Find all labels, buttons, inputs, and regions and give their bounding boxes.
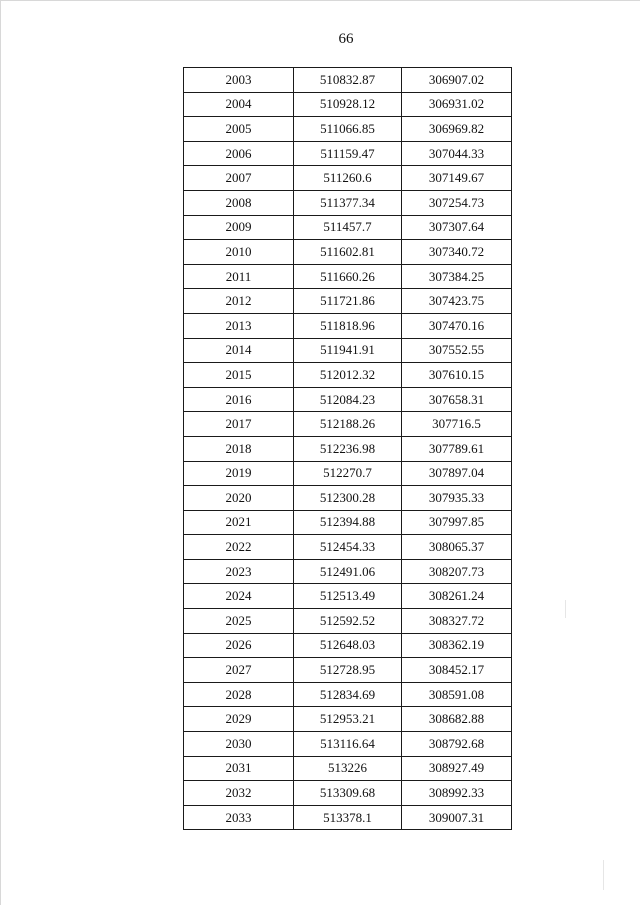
y-coordinate-cell: 308452.17 xyxy=(402,658,512,683)
year-cell: 2019 xyxy=(184,461,294,486)
x-coordinate-cell: 511457.7 xyxy=(294,215,402,240)
y-coordinate-cell: 308992.33 xyxy=(402,781,512,806)
y-coordinate-cell: 308261.24 xyxy=(402,584,512,609)
coordinates-table xyxy=(183,67,512,830)
y-coordinate-cell: 308207.73 xyxy=(402,559,512,584)
x-coordinate-cell: 511159.47 xyxy=(294,141,402,166)
table-row xyxy=(184,215,512,240)
scan-mark xyxy=(603,860,604,890)
x-coordinate-cell: 512454.33 xyxy=(294,535,402,560)
table-row xyxy=(184,68,512,93)
table-row xyxy=(184,289,512,314)
table-row xyxy=(184,633,512,658)
x-coordinate-cell: 513378.1 xyxy=(294,805,402,830)
table-row xyxy=(184,190,512,215)
x-coordinate-cell: 512648.03 xyxy=(294,633,402,658)
y-coordinate-cell: 307552.55 xyxy=(402,338,512,363)
table-row xyxy=(184,732,512,757)
table-row xyxy=(184,584,512,609)
y-coordinate-cell: 308065.37 xyxy=(402,535,512,560)
table-row xyxy=(184,338,512,363)
year-cell: 2015 xyxy=(184,363,294,388)
x-coordinate-cell: 512953.21 xyxy=(294,707,402,732)
year-cell: 2023 xyxy=(184,559,294,584)
x-coordinate-cell: 512270.7 xyxy=(294,461,402,486)
y-coordinate-cell: 307149.67 xyxy=(402,166,512,191)
x-coordinate-cell: 511602.81 xyxy=(294,240,402,265)
year-cell: 2032 xyxy=(184,781,294,806)
x-coordinate-cell: 511260.6 xyxy=(294,166,402,191)
x-coordinate-cell: 511066.85 xyxy=(294,117,402,142)
x-coordinate-cell: 511721.86 xyxy=(294,289,402,314)
x-coordinate-cell: 512592.52 xyxy=(294,609,402,634)
x-coordinate-cell: 511818.96 xyxy=(294,313,402,338)
year-cell: 2026 xyxy=(184,633,294,658)
year-cell: 2011 xyxy=(184,264,294,289)
y-coordinate-cell: 308362.19 xyxy=(402,633,512,658)
x-coordinate-cell: 511377.34 xyxy=(294,190,402,215)
scan-mark xyxy=(565,600,566,618)
x-coordinate-cell: 510832.87 xyxy=(294,68,402,93)
table-row xyxy=(184,387,512,412)
table-row xyxy=(184,264,512,289)
year-cell: 2017 xyxy=(184,412,294,437)
year-cell: 2014 xyxy=(184,338,294,363)
year-cell: 2013 xyxy=(184,313,294,338)
year-cell: 2005 xyxy=(184,117,294,142)
x-coordinate-cell: 511660.26 xyxy=(294,264,402,289)
y-coordinate-cell: 306969.82 xyxy=(402,117,512,142)
x-coordinate-cell: 512834.69 xyxy=(294,682,402,707)
table-row xyxy=(184,240,512,265)
year-cell: 2012 xyxy=(184,289,294,314)
year-cell: 2004 xyxy=(184,92,294,117)
table-row xyxy=(184,412,512,437)
x-coordinate-cell: 512188.26 xyxy=(294,412,402,437)
table-row xyxy=(184,658,512,683)
year-cell: 2028 xyxy=(184,682,294,707)
x-coordinate-cell: 513116.64 xyxy=(294,732,402,757)
y-coordinate-cell: 306907.02 xyxy=(402,68,512,93)
table-row xyxy=(184,461,512,486)
table-row xyxy=(184,141,512,166)
y-coordinate-cell: 307470.16 xyxy=(402,313,512,338)
table-row xyxy=(184,559,512,584)
table-row xyxy=(184,486,512,511)
table-row xyxy=(184,535,512,560)
table-row xyxy=(184,436,512,461)
y-coordinate-cell: 307789.61 xyxy=(402,436,512,461)
x-coordinate-cell: 512513.49 xyxy=(294,584,402,609)
x-coordinate-cell: 513226 xyxy=(294,756,402,781)
table-row xyxy=(184,117,512,142)
table-row xyxy=(184,363,512,388)
year-cell: 2010 xyxy=(184,240,294,265)
x-coordinate-cell: 512236.98 xyxy=(294,436,402,461)
table-row xyxy=(184,682,512,707)
year-cell: 2009 xyxy=(184,215,294,240)
table-row xyxy=(184,510,512,535)
y-coordinate-cell: 307254.73 xyxy=(402,190,512,215)
y-coordinate-cell: 307340.72 xyxy=(402,240,512,265)
y-coordinate-cell: 308591.08 xyxy=(402,682,512,707)
x-coordinate-cell: 510928.12 xyxy=(294,92,402,117)
table-row xyxy=(184,805,512,830)
table-row xyxy=(184,92,512,117)
table-row xyxy=(184,313,512,338)
y-coordinate-cell: 307716.5 xyxy=(402,412,512,437)
y-coordinate-cell: 307423.75 xyxy=(402,289,512,314)
y-coordinate-cell: 306931.02 xyxy=(402,92,512,117)
x-coordinate-cell: 512300.28 xyxy=(294,486,402,511)
table-row xyxy=(184,756,512,781)
year-cell: 2016 xyxy=(184,387,294,412)
x-coordinate-cell: 512728.95 xyxy=(294,658,402,683)
year-cell: 2031 xyxy=(184,756,294,781)
year-cell: 2025 xyxy=(184,609,294,634)
year-cell: 2008 xyxy=(184,190,294,215)
table-row xyxy=(184,707,512,732)
year-cell: 2003 xyxy=(184,68,294,93)
year-cell: 2006 xyxy=(184,141,294,166)
y-coordinate-cell: 307897.04 xyxy=(402,461,512,486)
y-coordinate-cell: 308327.72 xyxy=(402,609,512,634)
year-cell: 2030 xyxy=(184,732,294,757)
table-row xyxy=(184,609,512,634)
y-coordinate-cell: 307935.33 xyxy=(402,486,512,511)
year-cell: 2021 xyxy=(184,510,294,535)
year-cell: 2033 xyxy=(184,805,294,830)
year-cell: 2007 xyxy=(184,166,294,191)
year-cell: 2024 xyxy=(184,584,294,609)
x-coordinate-cell: 512394.88 xyxy=(294,510,402,535)
y-coordinate-cell: 307610.15 xyxy=(402,363,512,388)
year-cell: 2020 xyxy=(184,486,294,511)
x-coordinate-cell: 512012.32 xyxy=(294,363,402,388)
x-coordinate-cell: 511941.91 xyxy=(294,338,402,363)
y-coordinate-cell: 308682.88 xyxy=(402,707,512,732)
year-cell: 2018 xyxy=(184,436,294,461)
y-coordinate-cell: 307997.85 xyxy=(402,510,512,535)
y-coordinate-cell: 307658.31 xyxy=(402,387,512,412)
page-edge-left xyxy=(0,0,1,905)
x-coordinate-cell: 512491.06 xyxy=(294,559,402,584)
page-edge-top xyxy=(0,0,640,1)
year-cell: 2022 xyxy=(184,535,294,560)
page-number: 66 xyxy=(338,31,354,47)
y-coordinate-cell: 307384.25 xyxy=(402,264,512,289)
y-coordinate-cell: 308792.68 xyxy=(402,732,512,757)
y-coordinate-cell: 308927.49 xyxy=(402,756,512,781)
table-body xyxy=(184,68,512,830)
y-coordinate-cell: 309007.31 xyxy=(402,805,512,830)
year-cell: 2029 xyxy=(184,707,294,732)
table-row xyxy=(184,781,512,806)
y-coordinate-cell: 307044.33 xyxy=(402,141,512,166)
x-coordinate-cell: 512084.23 xyxy=(294,387,402,412)
y-coordinate-cell: 307307.64 xyxy=(402,215,512,240)
year-cell: 2027 xyxy=(184,658,294,683)
table-row xyxy=(184,166,512,191)
x-coordinate-cell: 513309.68 xyxy=(294,781,402,806)
